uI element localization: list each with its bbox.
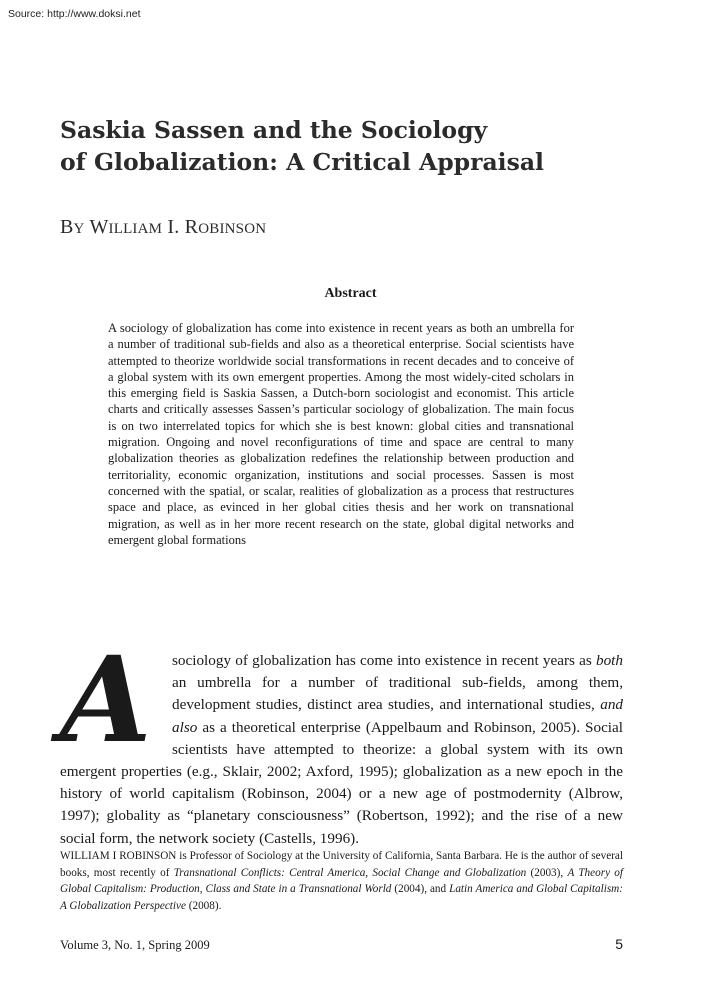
body-text-1: sociology of globalization has come into existence in recent years as xyxy=(172,652,596,669)
byline-initial: I. xyxy=(167,216,180,238)
title-line-2: of Globalization: A Critical Appraisal xyxy=(60,148,544,176)
byline-y: Y xyxy=(73,221,85,237)
bio-text-4: (2008). xyxy=(185,899,222,912)
abstract-heading: Abstract xyxy=(324,286,377,301)
byline-w: W xyxy=(89,216,109,238)
byline-illiam: ILLIAM xyxy=(108,221,163,237)
page-number: 5 xyxy=(615,936,623,952)
bio-text-1: WILLIAM I ROBINSON is Professor of Sociology at the University of California, Santa Barbara. He is the author of several books, most recently of xyxy=(60,850,623,879)
byline-r: R xyxy=(184,216,199,238)
abstract-text: A sociology of globalization has come into existence in recent years as both an umbrella for a number of traditional sub-fields and also as a theoretical enterprise. Social scientists have attempted to theorize worldwide social transformations in recent decades and to conceive of a global system with its own emergent properties. Among the most widely-cited scholars in this emerging field is Saskia Sassen, a Dutch-born sociologist and economist. This article charts and critically assesses Sassen’s particular sociology of globalization. The main focus is on two interrelated topics for which she is best known: global cities and transnational migration. Ongoing and novel reconfigurations of time and space are central to many globalization theories as globalization redefines the relationship between production and territoriality, economic organization, institutions and social processes. Sassen is most concerned with the spatial, or scalar, realities of globalization as a process that restructures space and place, as evinced in her global cities thesis and her work on transnational migration, as well as in her more recent research on the state, global digital networks and emergent global formations xyxy=(108,321,574,547)
body-emphasis-and-also: and also xyxy=(172,696,623,736)
bio-book-1: Transnational Conflicts: Central America, Social Change and Globalization xyxy=(173,866,527,879)
body-paragraph xyxy=(60,630,623,850)
body-text-3: as a theoretical enterprise (Appelbaum and Robinson, 2005). Social scientists have attempted to theorize: a global system with its own emergent properties (e.g., Sklair, 2002; Axford, 1995); globalization as a new epoch in the history of world capitalism (Robinson, 2004) or a new age of postmodernity (Albrow, 1997); globality as “planetary consciousness” (Robertson, 1992); and the rise of a new social form, the network society (Castells, 1996). xyxy=(60,718,623,847)
title-line-1: Saskia Sassen and the Sociology xyxy=(60,116,488,144)
drop-cap: A xyxy=(60,630,152,769)
bio-text-2: (2003), xyxy=(526,866,568,879)
source-url: Source: http://www.doksi.net xyxy=(8,8,141,20)
body-text-2: an umbrella for a number of traditional sub-fields, among them, development studies, distinct area studies, and international studies, xyxy=(172,674,623,714)
bio-book-2: A Theory of Global Capitalism: Production, Class and State in a Transnational World xyxy=(60,866,624,895)
author-byline xyxy=(60,216,266,239)
bio-text-3: (2004), and xyxy=(391,883,450,895)
article-title xyxy=(60,114,620,178)
byline-obinson: OBINSON xyxy=(198,221,267,237)
journal-issue: Volume 3, No. 1, Spring 2009 xyxy=(60,938,210,952)
bio-book-3: Latin America and Global Capitalism: A Globalization Perspective xyxy=(60,883,623,912)
byline-b: B xyxy=(60,216,74,238)
author-bio xyxy=(60,848,623,914)
body-emphasis-both: both xyxy=(595,652,623,669)
